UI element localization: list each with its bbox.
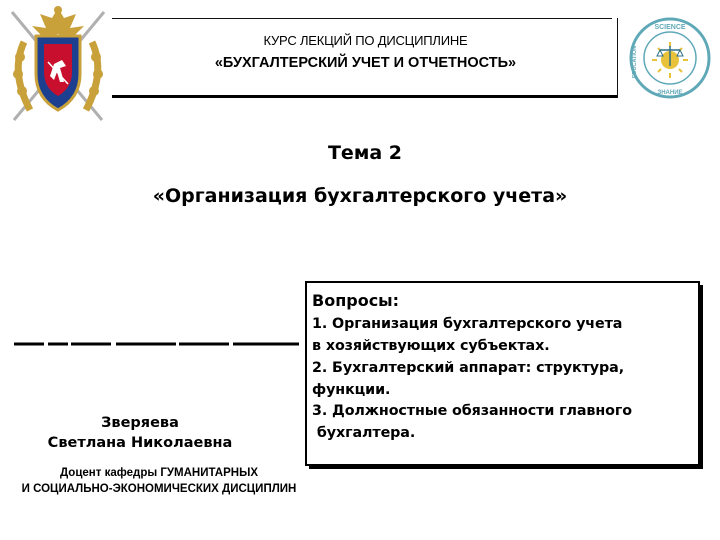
question-line: 2. Бухгалтерский аппарат: структура, — [312, 360, 625, 376]
question-line: функции. — [312, 382, 391, 398]
question-line: в хозяйствующих субъектах. — [312, 338, 550, 354]
seal-text-bottom: ЗНАНИЕ — [657, 90, 683, 96]
topic-label: Тема 2 — [327, 142, 403, 164]
author-given-names: Светлана Николаевна — [47, 435, 233, 451]
header-bottom-rule — [112, 95, 617, 98]
question-line: бухгалтера. — [312, 425, 416, 441]
questions-title: Вопросы: — [312, 291, 400, 310]
topic-title: «Организация бухгалтерского учета» — [152, 185, 568, 207]
course-title: «БУХГАЛТЕРСКИЙ УЧЕТ И ОТЧЕТНОСТЬ» — [214, 55, 517, 71]
seal-text-top: SCIENCE — [654, 24, 686, 31]
author-position-line1: Доцент кафедры ГУМАНИТАРНЫХ — [59, 467, 259, 479]
author-divider-rule — [14, 335, 299, 347]
author-position-line2: И СОЦИАЛЬНО-ЭКОНОМИЧЕСКИХ ДИСЦИПЛИН — [21, 483, 297, 495]
course-caption: КУРС ЛЕКЦИЙ ПО ДИСЦИПЛИНЕ — [263, 33, 468, 48]
author-name — [20, 413, 260, 453]
header-divider — [617, 18, 618, 98]
investigative-committee-emblem-icon — [2, 2, 114, 126]
question-line: 3. Должностные обязанности главного — [312, 403, 632, 419]
author-surname: Зверяева — [101, 415, 179, 431]
question-line: 1. Организация бухгалтерского учета — [312, 316, 623, 332]
header-top-rule — [112, 18, 612, 19]
science-and-education-seal-icon — [627, 16, 713, 100]
author-position — [4, 465, 314, 497]
seal-text-side: EDUCATION — [632, 45, 638, 79]
